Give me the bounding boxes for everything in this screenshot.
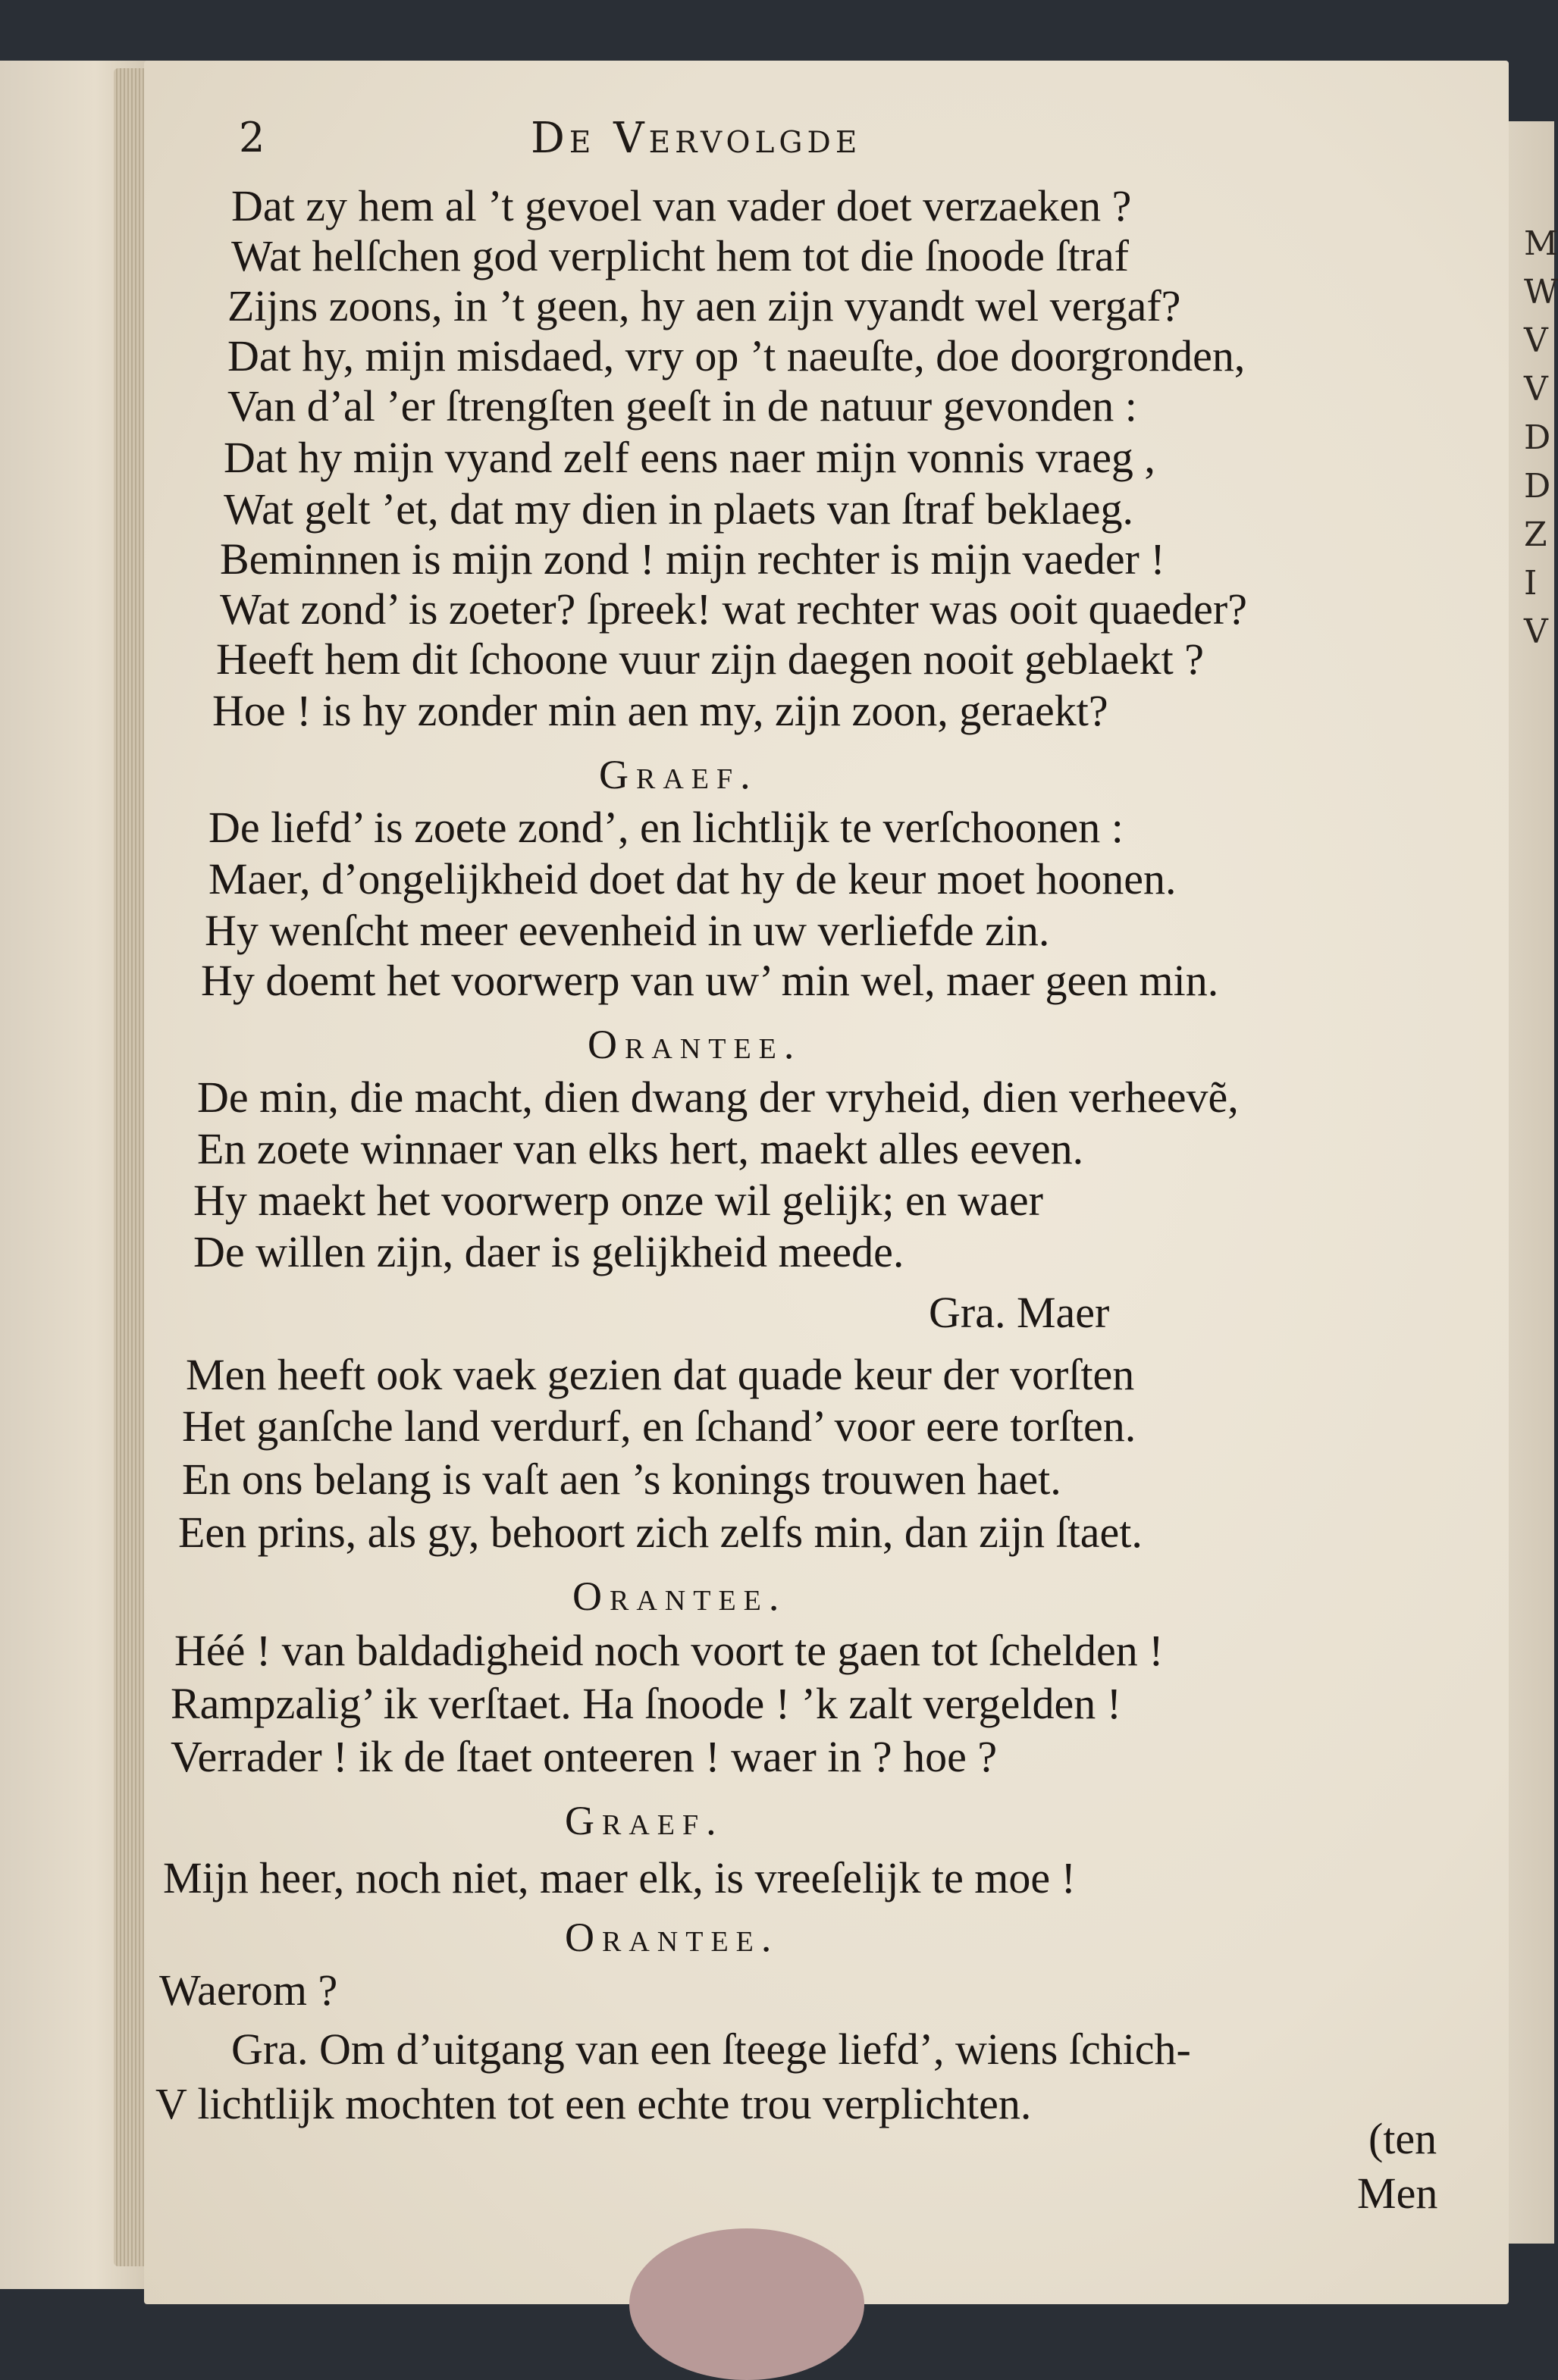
facing-letter: I (1524, 564, 1538, 603)
verse-line: De liefd’ is zoete zond’, en lichtlijk te verſchoonen : (208, 803, 1124, 852)
catchword-continuation: (ten (1368, 2114, 1437, 2163)
facing-letter: D (1524, 418, 1551, 457)
speaker-heading: Orantee. (565, 1915, 779, 1960)
verse-line: Hoe ! is hy zonder min aen my, zijn zoon, geraekt? (212, 686, 1108, 735)
verse-line: Dat hy, mijn misdaed, vry op ’t naeuſte, doe doorgronden, (227, 331, 1246, 380)
verse-line: Dat zy hem al ’t gevoel van vader doet verzaeken ? (231, 181, 1132, 230)
verse-line: Men heeft ook vaek gezien dat quade keur der vorſten (186, 1350, 1135, 1399)
facing-page-letters (1524, 220, 1558, 656)
verse-line: En ons belang is vaſt aen ’s konings trouwen haet. (182, 1455, 1061, 1504)
verse-line: Maer, d’ongelijkheid doet dat hy de keur moet hoonen. (208, 854, 1177, 903)
speaker-heading: Orantee. (588, 1022, 802, 1067)
facing-letter: Z (1524, 515, 1547, 554)
running-head: De Vervolgde (531, 114, 862, 163)
speaker-heading: Orantee. (572, 1574, 787, 1619)
verse-line: Verrader ! ik de ſtaet onteeren ! waer in ? hoe ? (171, 1732, 998, 1781)
speaker-line: Gra. Maer (929, 1288, 1110, 1337)
facing-letter: V (1524, 370, 1548, 409)
verse-line: Wat zond’ is zoeter? ſpreek! wat rechter was ooit quaeder? (220, 584, 1247, 634)
verse-line: Heeft hem dit ſchoone vuur zijn daegen nooit geblaekt ? (216, 634, 1204, 684)
verse-line: Wat helſchen god verplicht hem tot die ſnoode ſtraf (231, 231, 1129, 280)
facing-letter: V (1524, 612, 1548, 651)
verse-line: Hy maekt het voorwerp onze wil gelijk; en waer (193, 1176, 1043, 1225)
facing-letter: D (1524, 467, 1551, 506)
speaker-heading: Graef. (565, 1798, 724, 1843)
verse-line: Beminnen is mijn zond ! mijn rechter is mijn vaeder ! (220, 534, 1165, 584)
verse-line: De min, die macht, dien dwang der vryheid, dien verheevẽ, (197, 1073, 1239, 1122)
verse-line: Zijns zoons, in ’t geen, hy aen zijn vyandt wel vergaf? (227, 281, 1181, 330)
verse-line: Een prins, als gy, behoort zich zelfs min, dan zijn ſtaet. (178, 1508, 1143, 1557)
verse-line: Wat gelt ’et, dat my dien in plaets van ſtraf beklaeg. (224, 484, 1134, 534)
facing-letter: V (1524, 321, 1548, 360)
verse-line: En zoete winnaer van elks hert, maekt alles eeven. (197, 1124, 1084, 1173)
verse-line: Waerom ? (159, 1965, 338, 2015)
facing-letter: M (1524, 224, 1558, 263)
facing-letter: W (1524, 273, 1558, 312)
verse-line: Het ganſche land verdurf, en ſchand’ voor eere torſten. (182, 1401, 1136, 1451)
page-header (239, 114, 1149, 182)
verse-line: Hy doemt het voorwerp van uw’ min wel, maer geen min. (201, 956, 1219, 1005)
verse-line: Héé ! van baldadigheid noch voort te gaen tot ſchelden ! (174, 1626, 1164, 1675)
verse-line: Dat hy mijn vyand zelf eens naer mijn vonnis vraeg , (224, 433, 1155, 482)
catchword: Men (1357, 2169, 1438, 2218)
speaker-heading: Graef. (599, 752, 758, 797)
verse-line: Mijn heer, noch niet, maer elk, is vreeſelijk te moe ! (163, 1853, 1076, 1902)
page-number: 2 (239, 114, 265, 161)
verse-line: Van d’al ’er ſtrengſten geeſt in de natuur gevonden : (227, 381, 1137, 431)
finger-smudge (629, 2228, 864, 2380)
verse-line: Hy wenſcht meer eevenheid in uw verliefde zin. (205, 906, 1050, 955)
verse-line: Rampzalig’ ik verſtaet. Ha ſnoode ! ’k zalt vergelden ! (171, 1679, 1122, 1728)
verse-line: Gra. Om d’uitgang van een ſteege liefd’, wiens ſchich- (231, 2025, 1191, 2074)
verse-line: De willen zijn, daer is gelijkheid meede. (193, 1227, 904, 1276)
verse-line: V lichtlijk mochten tot een echte trou verplichten. (155, 2079, 1032, 2128)
